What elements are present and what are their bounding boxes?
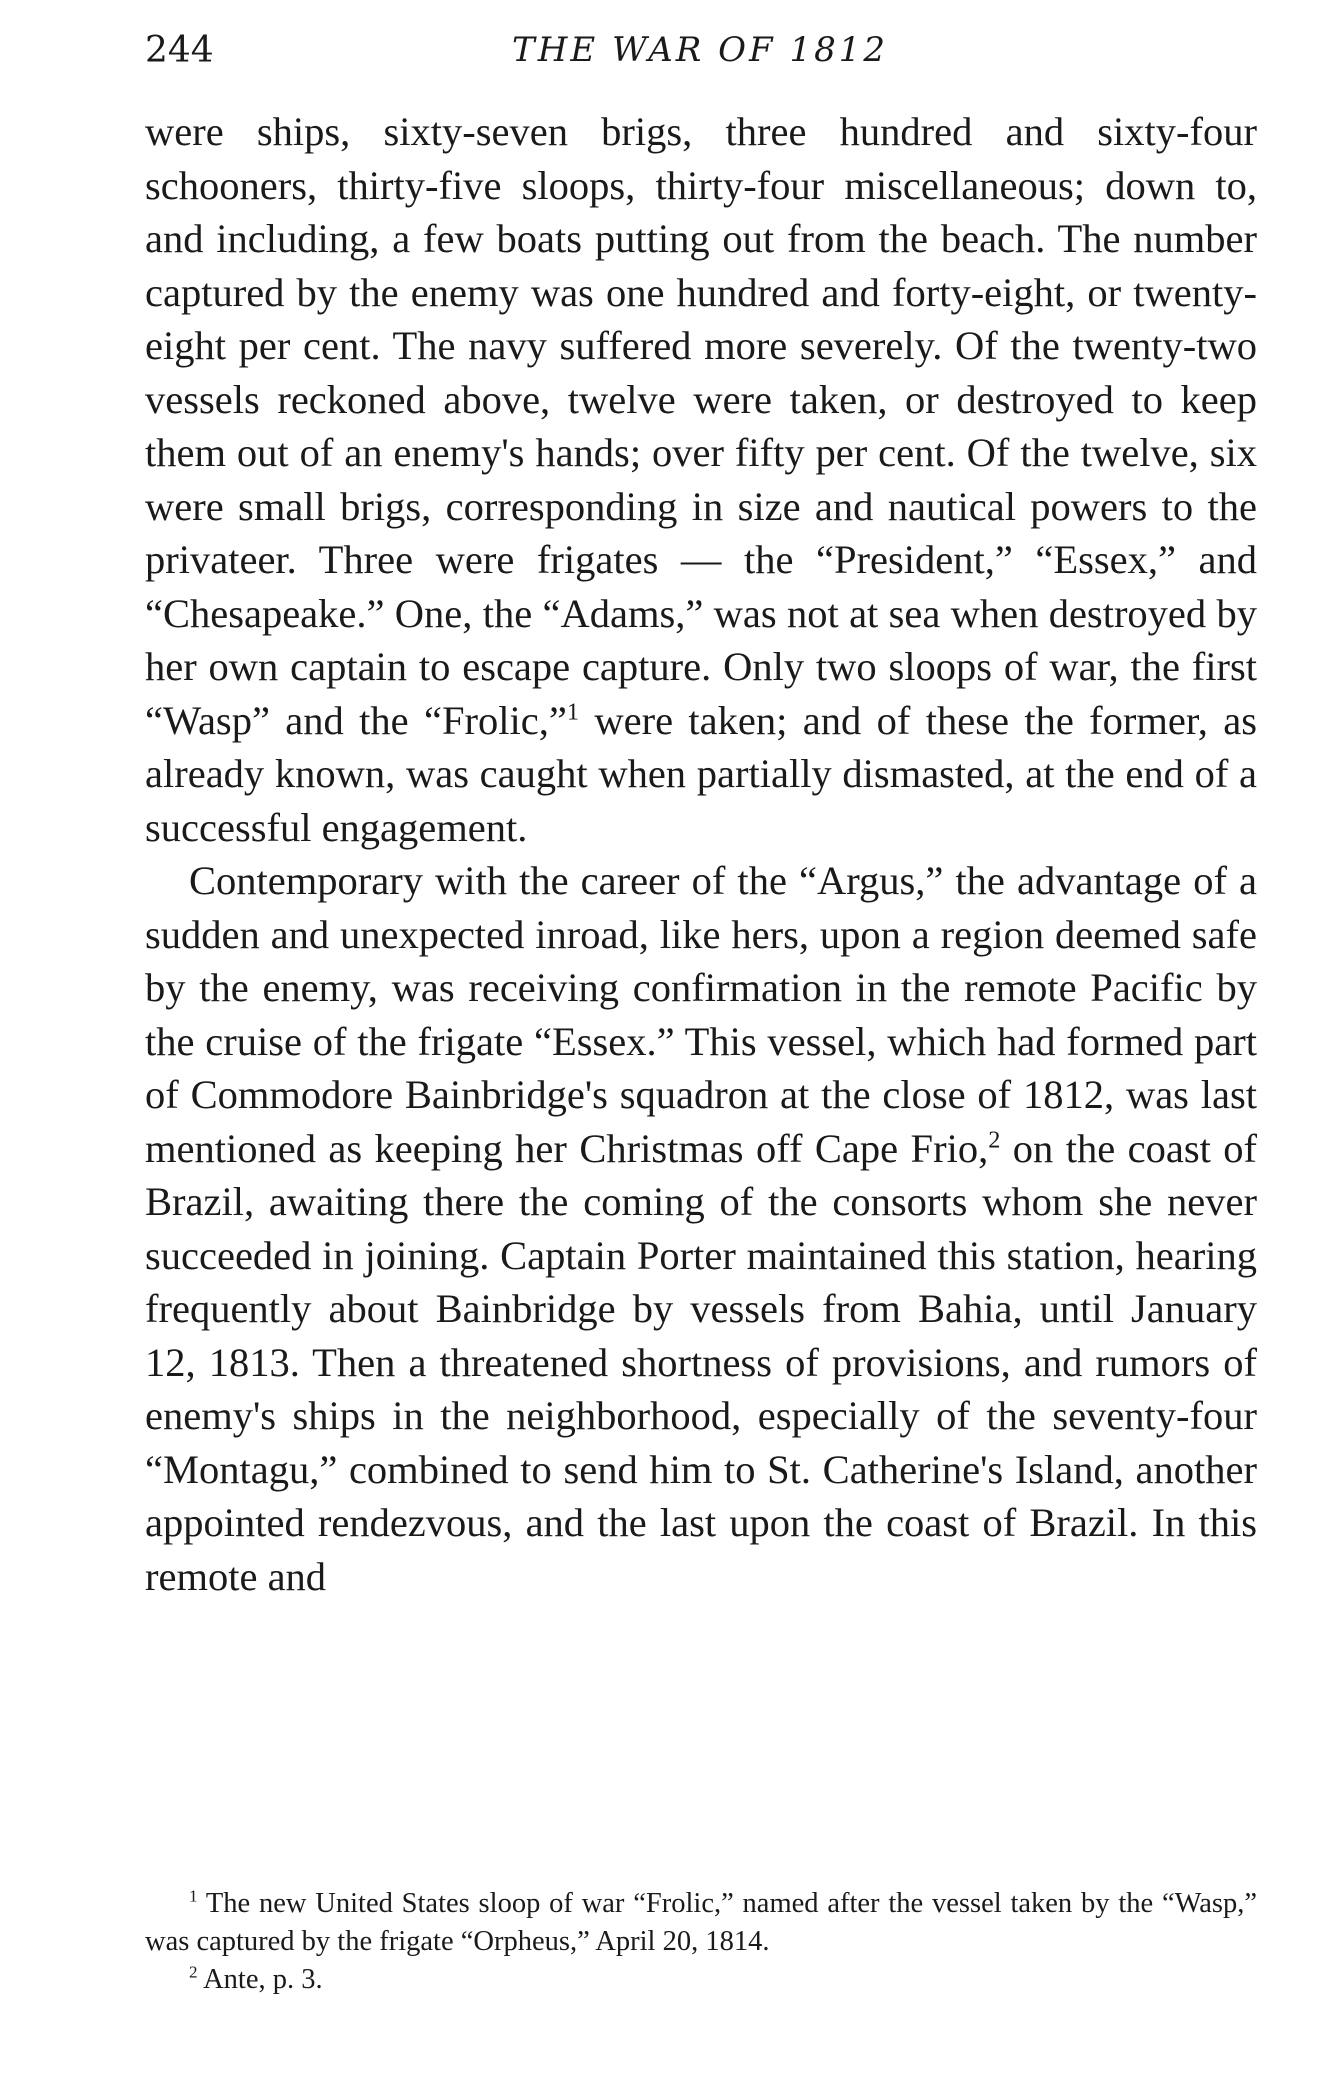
footnote-marker-2: 2 — [189, 1962, 198, 1982]
paragraph-1 — [145, 105, 1257, 854]
footnotes — [145, 1885, 1257, 1999]
footnote-1-text: The new United States sloop of war “Frolic,” named after the vessel taken by the “Wasp,” was captured by the frigate “Orpheus,” April 20, 1814. — [145, 1888, 1257, 1957]
footnote-ref-1: 1 — [566, 698, 579, 725]
paragraph-2-text: Contemporary with the career of the “Argus,” the advantage of a sudden and unexpected inroad, like hers, upon a region deemed safe by the enemy, was receiving confirmation in the remote Pacific by the cruise of the frigate “Essex.” This vessel, which had formed part of Commodore Bainbridge's squadron at the close of 1812, was last mentioned as keeping her Christmas off Cape Frio, — [145, 858, 1257, 1171]
footnote-marker-1: 1 — [189, 1886, 198, 1906]
paragraph-2-text-cont: on the coast of Brazil, awaiting there the coming of the consorts whom she never succeeded in joining. Captain Porter maintained this station, hearing frequently about Bainbridge by vessels from Bahia, until January 12, 1813. Then a threatened shortness of provisions, and rumors of enemy's ships in the neighborhood, especially of the seventy-four “Montagu,” combined to send him to St. Catherine's Island, another appointed rendezvous, and the last upon the coast of Brazil. In this remote and — [145, 1125, 1257, 1599]
footnote-ref-2: 2 — [988, 1126, 1001, 1153]
body-text — [145, 105, 1257, 1603]
running-title: THE WAR OF 1812 — [512, 30, 888, 70]
footnote-1 — [145, 1885, 1257, 1961]
page-number: 244 — [145, 30, 214, 71]
page-header — [145, 30, 1255, 80]
footnote-2-text: Ante, p. 3. — [197, 1964, 323, 1995]
footnote-2 — [145, 1961, 1257, 1999]
paragraph-1-text-cont: were taken; and of these the former, as already known, was caught when partially dismasted, at the end of a successful engagement. — [145, 697, 1257, 850]
paragraph-1-text: were ships, sixty-seven brigs, three hundred and sixty-four schooners, thirty-five sloops, thirty-four miscellaneous; down to, and including, a few boats putting out from the beach. The number captured by the enemy was one hundred and forty-eight, or twenty-eight per cent. The navy suffered more severely. Of the twenty-two vessels reckoned above, twelve were taken, or destroyed to keep them out of an enemy's hands; over fifty per cent. Of the twelve, six were small brigs, corresponding in size and nautical powers to the privateer. Three were frigates — the “President,” “Essex,” and “Chesapeake.” One, the “Adams,” was not at sea when destroyed by her own captain to escape capture. Only two sloops of war, the first “Wasp” and the “Frolic,” — [145, 109, 1257, 743]
paragraph-2 — [145, 854, 1257, 1603]
